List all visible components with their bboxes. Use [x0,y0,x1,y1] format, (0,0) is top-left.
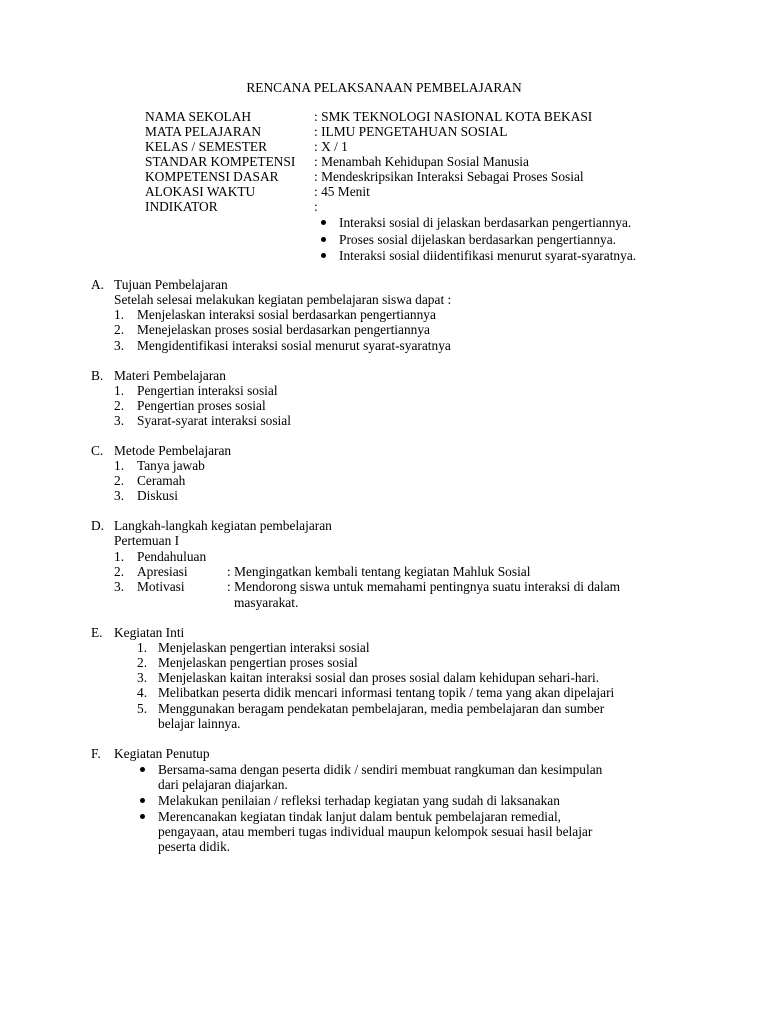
list-number: 1. [137,640,148,655]
info-value: : 45 Menit [314,184,370,199]
info-value: : Mendeskripsikan Interaksi Sebagai Proses Sosial [314,169,584,184]
info-label: INDIKATOR [145,199,218,214]
section-heading: Kegiatan Penutup [114,746,210,761]
info-label: MATA PELAJARAN [145,124,262,139]
indikator-bullet-item: Interaksi sosial di jelaskan berdasarkan pengertiannya. [339,215,632,230]
section-letter: B. [91,368,104,383]
doc-title: RENCANA PELAKSANAAN PEMBELAJARAN [246,80,522,95]
list-label: Pendahuluan [137,549,207,564]
list-label: Apresiasi [137,564,188,579]
list-item: Melibatkan peserta didik mencari informasi tentang topik / tema yang akan dipelajari [158,685,615,700]
list-item: Syarat-syarat interaksi sosial [137,413,291,428]
info-label: KELAS / SEMESTER [145,139,268,154]
section-heading: Langkah-langkah kegiatan pembelajaran [114,518,332,533]
list-item: Tanya jawab [137,458,205,473]
section-letter: D. [91,518,105,533]
indikator-bullet-item: Proses sosial dijelaskan berdasarkan pengertiannya. [339,232,617,247]
list-number: 5. [137,701,148,716]
list-item: Menjelaskan kaitan interaksi sosial dan proses sosial dalam kehidupan sehari-hari. [158,670,600,685]
info-value: : Menambah Kehidupan Sosial Manusia [314,154,529,169]
list-number: 2. [114,564,125,579]
closing-bullet-item: Merencanakan kegiatan tindak lanjut dalam bentuk pembelajaran remedial, [158,809,562,824]
list-item: Mengidentifikasi interaksi sosial menurut syarat-syaratnya [137,338,451,353]
section-letter: A. [91,277,105,292]
list-item: Ceramah [137,473,186,488]
list-number: 3. [114,338,125,353]
list-item: Menjelaskan pengertian proses sosial [158,655,358,670]
section-intro: Setelah selesai melakukan kegiatan pembelajaran siswa dapat : [114,292,452,307]
list-number: 2. [114,473,125,488]
info-value: : SMK TEKNOLOGI NASIONAL KOTA BEKASI [314,109,593,124]
list-item-continuation: belajar lainnya. [158,716,241,731]
section-letter: C. [91,443,104,458]
list-number: 2. [137,655,148,670]
list-number: 1. [114,383,125,398]
list-item: Pengertian interaksi sosial [137,383,278,398]
section-heading: Kegiatan Inti [114,625,185,640]
info-value: : X / 1 [314,139,348,154]
list-item: Menjelaskan pengertian interaksi sosial [158,640,370,655]
bullet-item-continuation: pengayaan, atau memberi tugas individual maupun kelompok sesuai hasil belajar [158,824,593,839]
section-subheading: Pertemuan I [114,533,180,548]
info-label: ALOKASI WAKTU [145,184,256,199]
bullet-item-continuation: dari pelajaran diajarkan. [158,777,288,792]
list-number: 3. [114,488,125,503]
list-number: 2. [114,398,125,413]
section-heading: Tujuan Pembelajaran [114,277,228,292]
info-label: KOMPETENSI DASAR [145,169,279,184]
section-heading: Materi Pembelajaran [114,368,226,383]
section-heading: Metode Pembelajaran [114,443,232,458]
list-item: Menjelaskan interaksi sosial berdasarkan pengertiannya [137,307,436,322]
list-item: Menejelaskan proses sosial berdasarkan pengertiannya [137,322,430,337]
info-value: : ILMU PENGETAHUAN SOSIAL [314,124,508,139]
list-item: Menggunakan beragam pendekatan pembelajaran, media pembelajaran dan sumber [158,701,605,716]
list-label: Motivasi [137,579,185,594]
closing-bullet-item: Melakukan penilaian / refleksi terhadap kegiatan yang sudah di laksanakan [158,793,560,808]
list-item: Diskusi [137,488,178,503]
list-number: 3. [114,579,125,594]
list-item: : Mendorong siswa untuk memahami pentingnya suatu interaksi di dalam [227,579,621,594]
section-letter: F. [91,746,101,761]
list-number: 4. [137,685,148,700]
info-label: NAMA SEKOLAH [145,109,252,124]
list-item: : Mengingatkan kembali tentang kegiatan Mahluk Sosial [227,564,531,579]
bullet-item-continuation: peserta didik. [158,839,231,854]
list-number: 3. [137,670,148,685]
list-number: 3. [114,413,125,428]
closing-bullet-item: Bersama-sama dengan peserta didik / sendiri membuat rangkuman dan kesimpulan [158,762,603,777]
section-letter: E. [91,625,103,640]
list-number: 1. [114,458,125,473]
info-value: : [314,199,318,214]
list-item: Pengertian proses sosial [137,398,266,413]
list-number: 2. [114,322,125,337]
list-number: 1. [114,307,125,322]
indikator-bullet-item: Interaksi sosial diidentifikasi menurut syarat-syaratnya. [339,248,637,263]
info-label: STANDAR KOMPETENSI [145,154,296,169]
list-item-continuation: masyarakat. [234,595,299,610]
list-number: 1. [114,549,125,564]
